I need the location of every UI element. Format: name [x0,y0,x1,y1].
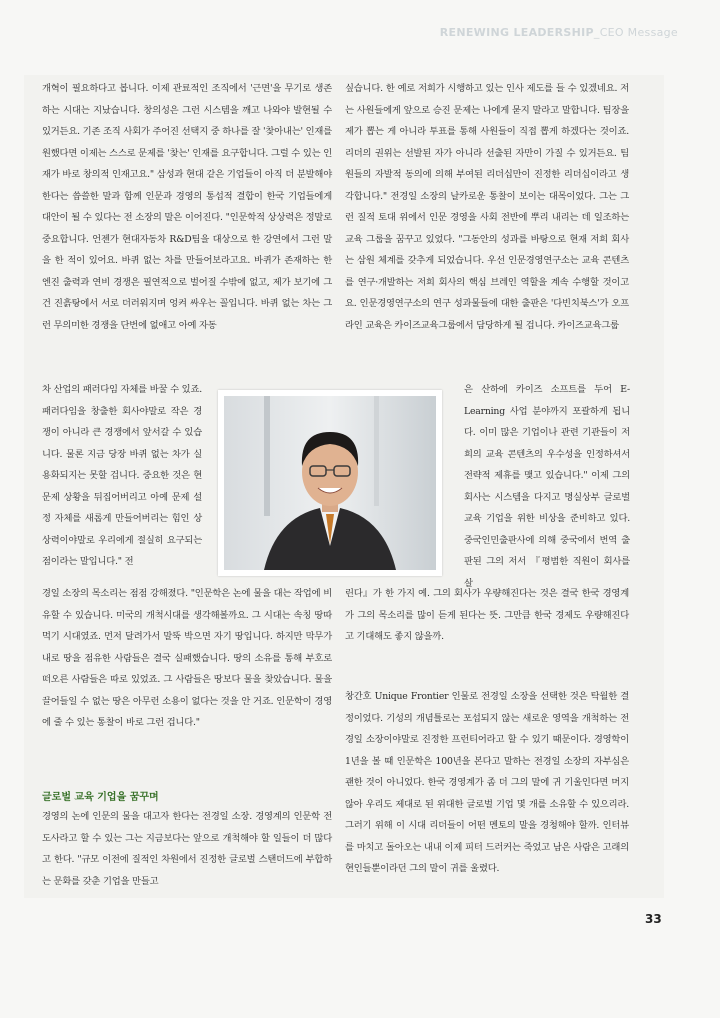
header-subtitle: _CEO Message [593,26,678,39]
portrait-photo-icon [224,396,436,570]
left-bottom-text: 경일 소장의 목소리는 점점 강해졌다. "인문학은 논에 물을 대는 작업에 비유할 수 있습니다. 미국의 개척시대를 생각해볼까요. 그 시대는 속칭 땅따먹기 시대였죠. 먼저 달려가서 말뚝 박으면 자기 땅입니다. 하지만 막무가내로 땅을 점유한 사람들은 결국 실패했습니다. 땅의 소유를 통해 부호로 떠오른 사람들은 따로 있었죠. 그 사람들은 땅보다 물을 찾았습니다. 물을 끌어들일 수 없는 땅은 아무런 소용이 없다는 것을 안 거죠. 인문학이 경영에 줄 수 있는 통찰이 바로 그런 겁니다." [42,588,332,728]
right-column-top-paragraph [345,78,629,336]
left-top-text: 개혁이 필요하다고 봅니다. 이제 관료적인 조직에서 '근면'을 무기로 생존하는 시대는 지났습니다. 창의성은 그런 시스템을 깨고 나와야 발현될 수 있거든요. 기존 조직 사회가 주어진 선택지 중 하나를 잘 '찾아내는' 인재를 원했다면 이제는 스스로 문제를 '찾는' 인재를 요구합니다. 그럴 수 있는 인재가 바로 창의적 인재고요." 삼성과 현대 같은 기업들이 아직 더 분발해야 한다는 씁쓸한 말과 함께 인문과 경영의 통섭적 결합이 한국 기업들에게 대안이 될 수 있다는 전 소장의 말은 이어진다. "인문학적 상상력은 정말로 중요합니다. 언젠가 현대자동차 R&D팀을 대상으로 한 강연에서 그런 말을 한 적이 있어요. 바퀴 없는 차를 만들어보라고요. 바퀴가 존재하는 한 엔진 출력과 연비 경쟁은 필연적으로 벌어질 수밖에 없고, 제가 보기에 그건 진흙탕에서 서로 더러워지며 엉켜 싸우는 꼴입니다. 바퀴 없는 차는 그런 무의미한 경쟁을 단번에 없애고 아예 자동 [42,83,332,331]
left-wrap-text: 차 산업의 패러다임 자체를 바꿀 수 있죠. 패러다임을 창출한 회사야말로 작은 경쟁이 아니라 큰 경쟁에서 앞서갈 수 있습니다. 물론 지금 당장 바퀴 없는 차가 실용화되지는 못할 겁니다. 중요한 것은 현 문제 상황을 뒤집어버리고 아예 문제 설정 자체를 새롭게 만들어버리는 힘인 상상력이야말로 우리에게 절실히 요구되는 점이라는 말입니다." 전 [42,384,202,567]
left-column-bottom-paragraph [42,583,332,734]
left-column-wrap-paragraph [42,379,202,573]
right-final-text: 창간호 Unique Frontier 인물로 전경일 소장을 선택한 것은 탁월한 결정이었다. 기성의 개념틀로는 포섭되지 않는 새로운 영역을 개척하는 전경일 소장이야말로 진정한 프런티어라고 할 수 있기 때문이다. 경영학이 1년을 볼 때 인문학은 100년을 본다고 말하는 전경일 소장의 자부심은 괜한 것이 아니었다. 한국 경영계가 좀 더 그의 말에 귀 기울인다면 머지않아 우리도 제대로 된 위대한 글로벌 기업 몇 개를 소유할 수 있으리라. 그러기 위해 이 시대 리더들이 어떤 멘토의 말을 경청해야 할까. 인터뷰를 마치고 돌아오는 내내 이제 피터 드러커는 죽었고 남은 사람은 고래의 현인들뿐이라던 그의 말이 귀를 울렸다. [345,691,629,874]
portrait-illustration [224,396,436,570]
header-title: RENEWING LEADERSHIP [439,26,594,39]
running-header [440,26,678,39]
left-column-section-paragraph [42,806,332,892]
right-column-final-paragraph [345,686,629,880]
section-heading: 글로벌 교육 기업을 꿈꾸며 [42,792,159,803]
right-column-bottom-paragraph [345,583,629,648]
photo-frame [218,390,442,576]
page-number: 33 [645,912,662,926]
right-wrap-text: 은 산하에 카이즈 소프트를 두어 E-Learning 사업 분야까지 포괄하게 됩니다. 이미 많은 기업이나 관련 기관들이 저희의 교육 콘텐츠의 우수성을 인정하셔서 전략적 제휴를 맺고 있습니다." 이제 그의 회사는 시스템을 다지고 명실상부 글로벌 교육 기업을 위한 비상을 준비하고 있다. 중국인민출판사에 의해 중국에서 번역 출판된 그의 저서 『평범한 직원이 회사를 살 [464,384,630,589]
right-top-text: 싶습니다. 한 예로 저희가 시행하고 있는 인사 제도를 들 수 있겠네요. 저는 사원들에게 앞으로 승진 문제는 나에게 묻지 말라고 말합니다. 팀장을 제가 뽑는 게 아니라 투표를 통해 사원들이 직접 뽑게 하겠다는 것이죠. 리더의 권위는 선발된 자가 아니라 선출된 자만이 가질 수 있거든요. 팀원들의 자발적 동의에 의해 부여된 리더십만이 진정한 리더십이라고 생각합니다." 전경일 소장의 날카로운 통찰이 보이는 대목이었다. 그는 그런 질적 토대 위에서 인문 경영을 사회 전반에 뿌리 내리는 데 일조하는 교육 그룹을 꿈꾸고 있었다. "그동안의 성과를 바탕으로 현재 저희 회사는 삼원 체계를 갖추게 되었습니다. 우선 인문경영연구소는 교육 콘텐츠를 연구·개발하는 저희 회사의 핵심 브레인 역할을 계속 수행할 것이고요. 인문경영연구소의 연구 성과물들에 대한 출판은 '다빈치북스'가 오프라인 교육은 카이즈교육그룹에서 담당하게 될 겁니다. 카이즈교육그룹 [345,83,629,331]
right-column-wrap-paragraph [464,379,630,594]
right-bottom-text: 린다』가 한 가지 예. 그의 회사가 우량해진다는 것은 결국 한국 경영계가 그의 목소리를 많이 듣게 된다는 뜻. 그만큼 한국 경제도 우량해진다고 기대해도 좋지 않을까. [345,588,629,642]
left-column-top-paragraph [42,78,332,336]
left-section-text: 경영의 논에 인문의 물을 대고자 한다는 전경일 소장. 경영계의 인문학 전도사라고 할 수 있는 그는 지금보다는 앞으로 개척해야 할 일들이 더 많다고 한다. "규모 이전에 질적인 차원에서 진정한 글로벌 스탠더드에 부합하는 문화를 갖춘 기업을 만들고 [42,811,332,887]
